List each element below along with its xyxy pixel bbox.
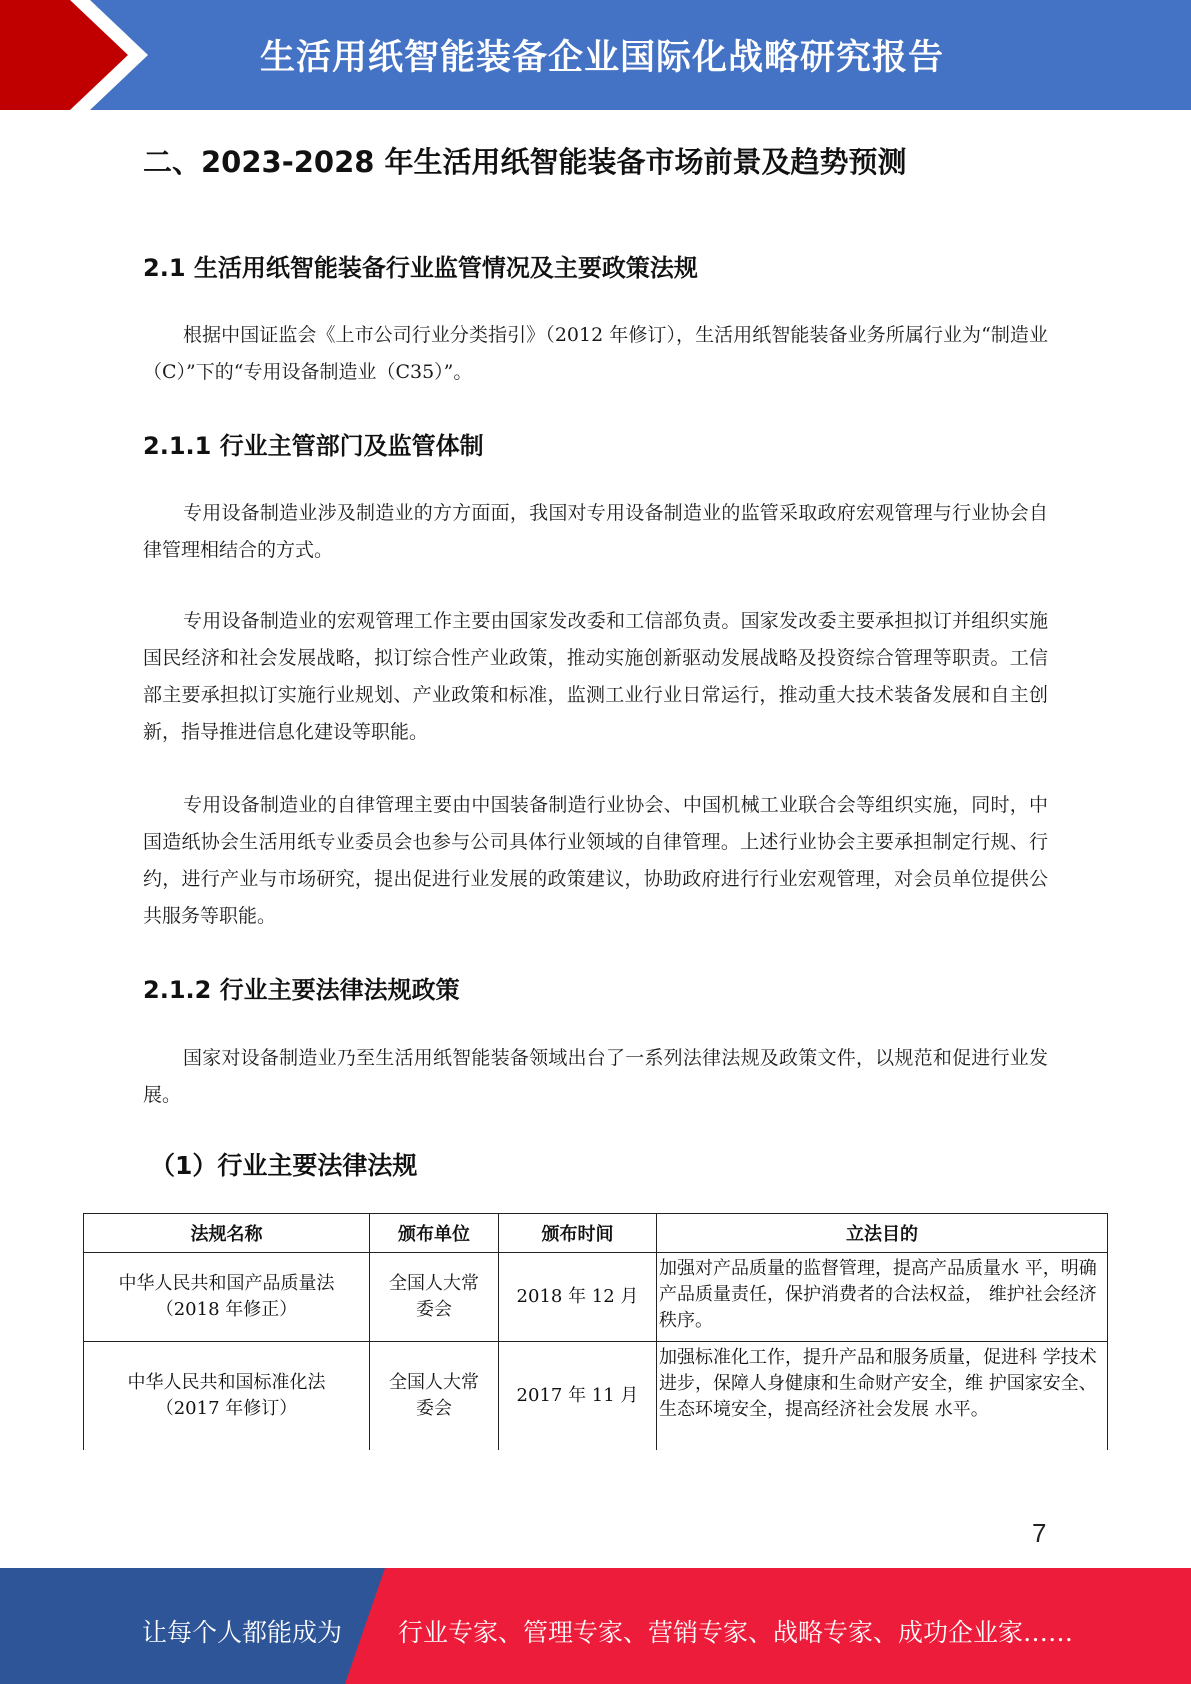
- purpose-text: 加强对产品质量的监督管理，提高产品质量水 平，明确产品质量责任，保护消费者的合法权益， 维护社会经济秩序。: [657, 1253, 1108, 1342]
- subsection-2-1-paragraph: 根据中国证监会《上市公司行业分类指引》（2012 年修订），生活用纸智能装备业务所属行业为“制造业（C）”下的“专用设备制造业（C35）”。: [143, 324, 1048, 383]
- subsection-2-1-2-title: 2.1.2 行业主要法律法规政策: [143, 976, 460, 1004]
- header-banner: [0, 0, 1191, 110]
- footer-banner: [0, 1568, 1191, 1684]
- header-purpose: 立法目的: [657, 1214, 1108, 1253]
- header-law-name: 法规名称: [84, 1214, 370, 1253]
- issue-date: 2018 年 12 月: [499, 1253, 657, 1342]
- issuing-body-line: 全国人大常: [389, 1273, 479, 1294]
- table-row: [84, 1342, 1108, 1451]
- issue-date: 2017 年 11 月: [499, 1342, 657, 1451]
- purpose-text: 加强标准化工作，提升产品和服务质量，促进科 学技术进步，保障人身健康和生命财产安全，维 护国家安全、生态环境安全，提高经济社会发展 水平。: [657, 1342, 1108, 1451]
- laws-table: [83, 1213, 1108, 1450]
- table-row: [84, 1253, 1108, 1342]
- footer-slogan-right: 行业专家、管理专家、营销专家、战略专家、成功企业家……: [398, 1618, 1074, 1647]
- law-name: 中华人民共和国标准化法: [127, 1372, 326, 1393]
- law-name: 中华人民共和国产品质量法: [118, 1273, 335, 1294]
- subsection-2-1-title: 2.1 生活用纸智能装备行业监管情况及主要政策法规: [143, 254, 698, 282]
- header-issue-date: 颁布时间: [499, 1214, 657, 1253]
- law-revision: （2018 年修正）: [155, 1299, 298, 1320]
- report-title: 生活用纸智能装备企业国际化战略研究报告: [260, 38, 945, 78]
- issuing-body-line: 委会: [416, 1398, 452, 1419]
- law-revision: （2017 年修订）: [155, 1398, 298, 1419]
- issuing-body-line: 全国人大常: [389, 1372, 479, 1393]
- subsection-2-1-1-paragraph-2: 专用设备制造业的宏观管理工作主要由国家发改委和工信部负责。国家发改委主要承担拟订并组织实施国民经济和社会发展战略，拟订综合性产业政策，推动实施创新驱动发展战略及投资综合管理等职责。工信部主要承担拟订实施行业规划、产业政策和标准，监测工业行业日常运行，推动重大技术装备发展和自主创新，指导推进信息化建设等职能。: [143, 610, 1048, 743]
- subsection-2-1-2-paragraph: 国家对设备制造业乃至生活用纸智能装备领域出台了一系列法律法规及政策文件，以规范和促进行业发展。: [143, 1047, 1048, 1106]
- header-issuing-body: 颁布单位: [370, 1214, 499, 1253]
- subsection-2-1-1-title: 2.1.1 行业主管部门及监管体制: [143, 432, 484, 460]
- subsection-2-1-1-paragraph-1: 专用设备制造业涉及制造业的方方面面，我国对专用设备制造业的监管采取政府宏观管理与行业协会自律管理相结合的方式。: [143, 502, 1048, 561]
- page-number: 7: [1032, 1518, 1047, 1548]
- issuing-body-cell: [370, 1253, 499, 1342]
- issuing-body-cell: [370, 1342, 499, 1451]
- laws-subheading: （1）行业主要法律法规: [150, 1151, 418, 1180]
- issuing-body-line: 委会: [416, 1299, 452, 1320]
- table-header-row: [84, 1214, 1108, 1253]
- footer-slogan-left: 让每个人都能成为: [142, 1618, 343, 1647]
- subsection-2-1-1-paragraph-3: 专用设备制造业的自律管理主要由中国装备制造行业协会、中国机械工业联合会等组织实施，同时，中国造纸协会生活用纸专业委员会也参与公司具体行业领域的自律管理。上述行业协会主要承担制定行规、行约，进行产业与市场研究，提出促进行业发展的政策建议，协助政府进行行业宏观管理，对会员单位提供公共服务等职能。: [143, 794, 1048, 927]
- law-name-cell: [84, 1253, 370, 1342]
- section-title: 二、2023-2028 年生活用纸智能装备市场前景及趋势预测: [143, 145, 907, 179]
- law-name-cell: [84, 1342, 370, 1451]
